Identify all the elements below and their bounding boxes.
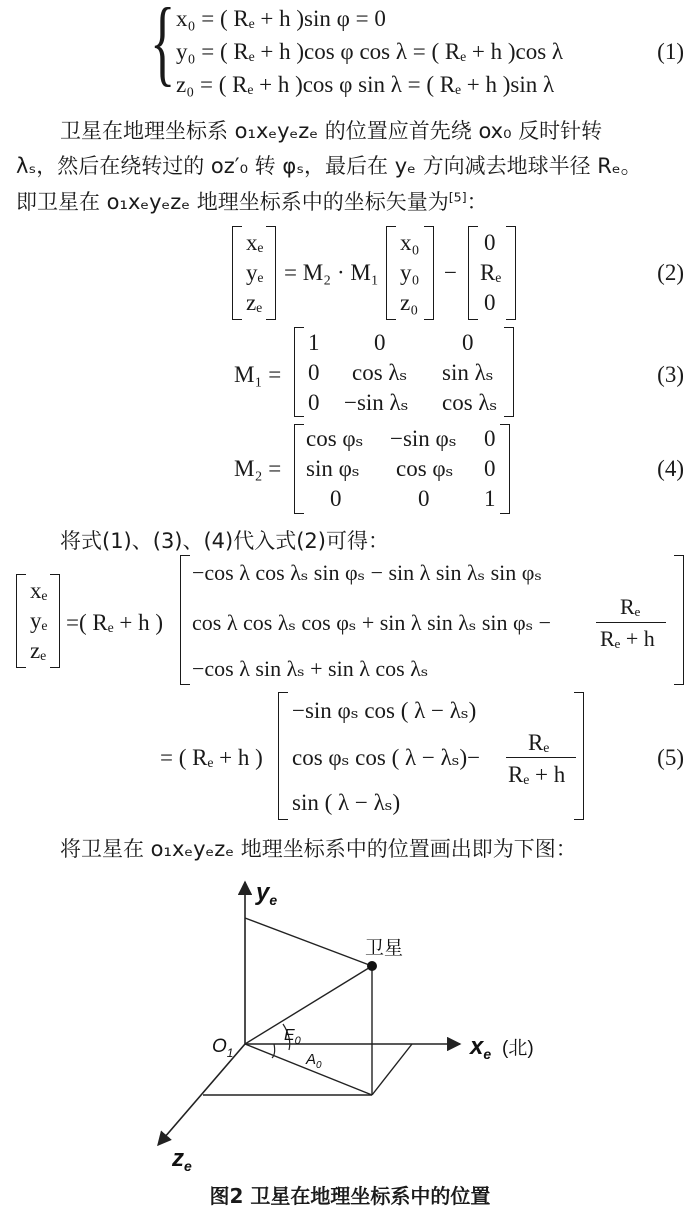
eq2-z0: z₀ [400,290,419,315]
top-edge-line [245,918,372,966]
eq2-r0: 0 [484,230,496,255]
eq2-lhs-x: xₑ [246,230,264,255]
azimuth-angle-label: $A_0$ [306,1051,322,1071]
eq5b-row-3: sin ( λ − λₛ) [292,790,401,815]
para1-line-2: λₛ，然后在绕转过的 oz′₀ 转 φₛ，最后在 yₑ 方向减去地球半径 Rₑ。 [16,154,642,178]
xe-label: $x_e$ [470,1033,492,1062]
figure-2-diagram [0,870,700,1200]
eq5b-frac-num: Rₑ [528,730,550,755]
m1-cell: 0 [308,390,320,415]
eq2-y0: y₀ [400,260,420,285]
line-of-sight [245,966,372,1044]
m2-cell: 1 [484,486,496,511]
m2-cell: 0 [484,456,496,481]
m2-cell: 0 [330,486,342,511]
m1-cell: sin λₛ [442,360,494,385]
eq5b-factor: = ( Rₑ + h ) [160,745,263,770]
eq5a-row-1: −cos λ cos λₛ sin φₛ − sin λ sin λₛ sin φₛ [192,560,542,585]
ye-label: $y_e$ [256,879,278,908]
eq2-r2: 0 [484,290,496,315]
eq2-x0: x₀ [400,230,420,255]
eq5a-frac-den: Rₑ + h [600,626,655,651]
m1-cell: 0 [308,360,320,385]
origin-label: $O_1$ [212,1036,234,1060]
eq5-lhs-x: xₑ [30,578,48,603]
m1-cell: 0 [374,330,386,355]
eq2-lhs-y: yₑ [246,260,264,285]
paragraph-2: 将式(1)、(3)、(4)代入式(2)可得： [60,529,389,553]
eq4-lhs: M₂ = [234,456,282,481]
eq5b-row-1: −sin φₛ cos ( λ − λₛ) [292,698,477,723]
elevation-angle-label: $E_0$ [284,1027,301,1047]
eq1-line-2: y₀ = ( Rₑ + h )cos φ cos λ = ( Rₑ + h )cos λ [176,39,564,64]
eq5-lhs-y: yₑ [30,608,48,633]
fraction-bar [506,757,576,758]
xe-north-note: (北) [502,1038,534,1059]
paragraph-3: 将卫星在 o₁xₑyₑzₑ 地理坐标系中的位置画出即为下图： [60,837,577,861]
m2-cell: cos φₛ [306,426,364,451]
m2-cell: sin φₛ [306,456,360,481]
m2-cell: 0 [418,486,430,511]
eq2-number: (2) [657,260,684,285]
satellite-dot [367,961,377,971]
m1-cell: −sin λₛ [344,390,409,415]
citation-ref: [5] [448,189,467,205]
eq5-number: (5) [657,745,684,770]
m1-cell: 1 [308,330,320,355]
eq1-line-3: z₀ = ( Rₑ + h )cos φ sin λ = ( Rₑ + h )sin λ [176,72,555,97]
eq5-lhs-z: zₑ [30,638,47,663]
ground-plane-right [372,1044,412,1095]
eq1-line-1: x₀ = ( Rₑ + h )sin φ = 0 [176,6,386,31]
para1-line-3: 即卫星在 o₁xₑyₑzₑ 地理坐标系中的坐标矢量为[5]： [16,189,488,214]
m1-cell: 0 [462,330,474,355]
eq2-minus: − [444,260,457,285]
eq5a-frac-num: Rₑ [620,594,641,619]
para1-line-1: 卫星在地理坐标系 o₁xₑyₑzₑ 的位置应首先绕 ox₀ 反时针转 [60,119,603,143]
eq5a-row-3: −cos λ sin λₛ + sin λ cos λₛ [192,656,429,681]
figure-caption: 图2 卫星在地理坐标系中的位置 [209,1184,491,1208]
eq4-number: (4) [657,456,684,481]
eq2-operator: = M₂ · M₁ [284,260,379,285]
fraction-bar [596,622,666,623]
m1-cell: cos λₛ [442,390,498,415]
eq5b-row-2: cos φₛ cos ( λ − λₛ)− [292,745,481,770]
eq5a-row-2: cos λ cos λₛ cos φₛ + sin λ sin λₛ sin φₛ − [192,610,552,635]
m2-cell: cos φₛ [396,456,454,481]
eq2-re: Rₑ [480,260,502,285]
left-brace: { [150,0,176,95]
eq2-lhs-z: zₑ [246,290,263,315]
m1-cell: cos λₛ [352,360,408,385]
satellite-label: 卫星 [365,938,404,959]
eq3-lhs: M₁ = [234,362,282,387]
eq5a-factor: =( Rₑ + h ) [66,610,163,635]
eq3-number: (3) [657,362,684,387]
eq1-number: (1) [657,39,684,64]
m2-cell: 0 [484,426,496,451]
eq5b-frac-den: Rₑ + h [508,762,566,787]
ze-label: $z_e$ [172,1145,192,1174]
m2-cell: −sin φₛ [390,426,457,451]
